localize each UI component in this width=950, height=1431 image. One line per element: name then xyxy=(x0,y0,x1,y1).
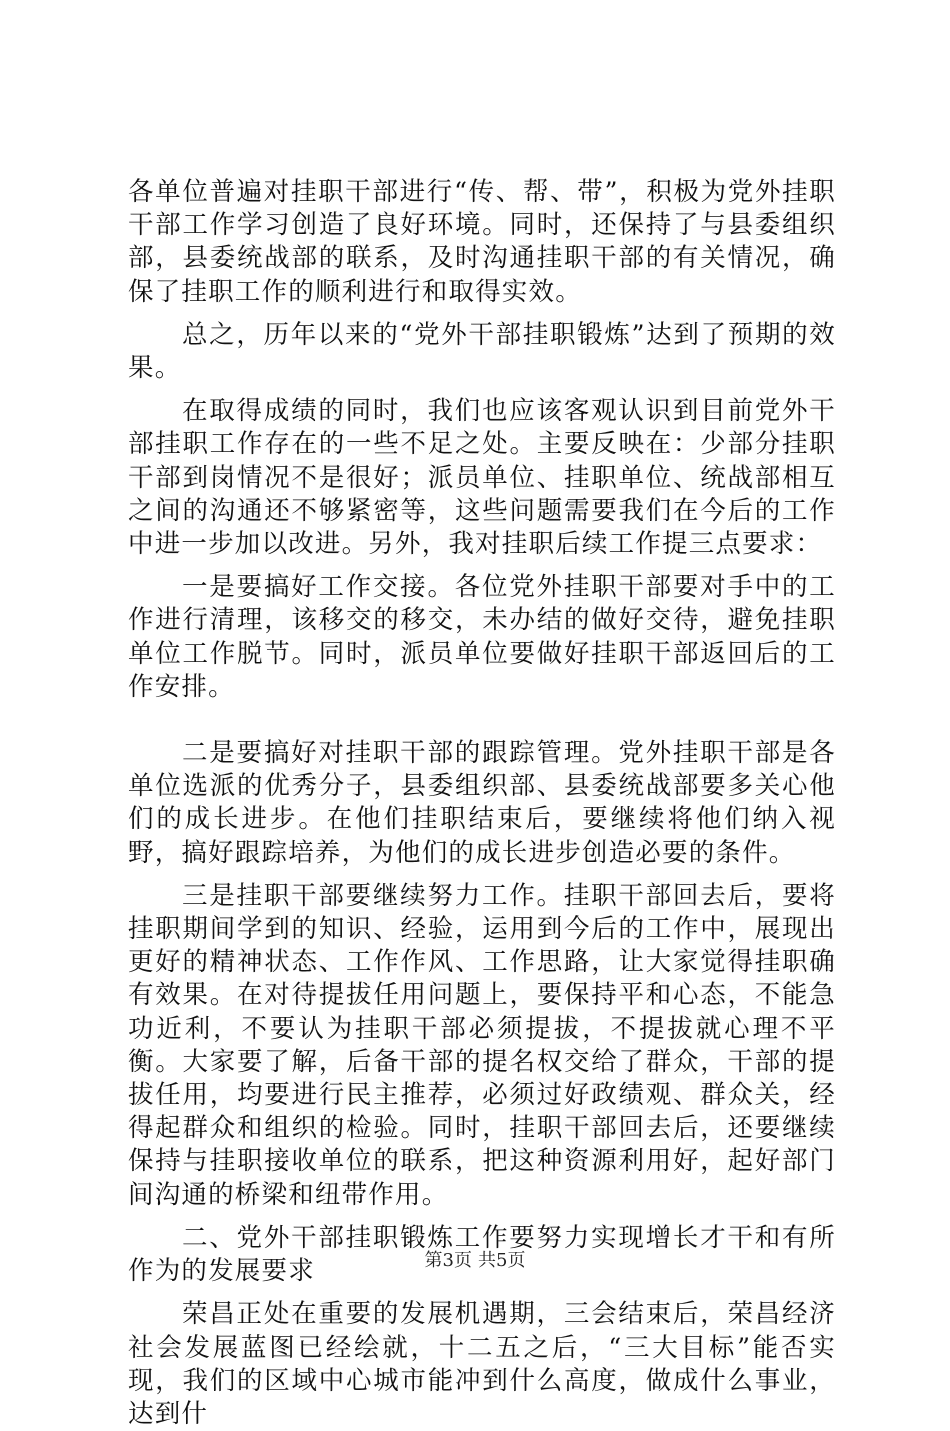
paragraph-summary: 总之，历年以来的“党外干部挂职锻炼”达到了预期的效果。 xyxy=(128,319,836,384)
paragraph-development: 荣昌正处在重要的发展机遇期，三会结束后，荣昌经济社会发展蓝图已经绘就，十二五之后，“三大目标”能否实现，我们的区域中心城市能冲到什么高度，做成什么事业，达到什 xyxy=(128,1299,836,1429)
paragraph-requirement-1: 一是要搞好工作交接。各位党外挂职干部要对手中的工作进行清理，该移交的移交，未办结的做好交待，避免挂职单位工作脱节。同时，派员单位要做好挂职干部返回后的工作安排。 xyxy=(128,572,836,702)
page-footer xyxy=(0,1249,950,1273)
paragraph-shortcomings: 在取得成绩的同时，我们也应该客观认识到目前党外干部挂职工作存在的一些不足之处。主要反映在：少部分挂职干部到岗情况不是很好；派员单位、挂职单位、统战部相互之间的沟通还不够紧密等，这些问题需要我们在今后的工作中进一步加以改进。另外，我对挂职后续工作提三点要求： xyxy=(128,396,836,560)
paragraph-continuation: 各单位普遍对挂职干部进行“传、帮、带”，积极为党外挂职干部工作学习创造了良好环境。同时，还保持了与县委组织部，县委统战部的联系，及时沟通挂职干部的有关情况，确保了挂职工作的顺利进行和取得实效。 xyxy=(128,177,836,307)
paragraph-requirement-3: 三是挂职干部要继续努力工作。挂职干部回去后，要将挂职期间学到的知识、经验，运用到今后的工作中，展现出更好的精神状态、工作作风、工作思路，让大家觉得挂职确有效果。在对待提拔任用问题上，要保持平和心态，不能急功近利，不要认为挂职干部必须提拔，不提拔就心理不平衡。大家要了解，后备干部的提名权交给了群众，干部的提拔任用，均要进行民主推荐，必须过好政绩观、群众关，经得起群众和组织的检验。同时，挂职干部回去后，还要继续保持与挂职接收单位的联系，把这种资源利用好，起好部门间沟通的桥梁和纽带作用。 xyxy=(128,880,836,1210)
section-heading-2: 二、党外干部挂职锻炼工作要努力实现增长才干和有所作为的发展要求 xyxy=(128,1222,836,1287)
document-body xyxy=(128,176,836,1431)
page-total: 共5页 xyxy=(478,1250,526,1271)
paragraph-requirement-2: 二是要搞好对挂职干部的跟踪管理。党外挂职干部是各单位选派的优秀分子，县委组织部、县委统战部要多关心他们的成长进步。在他们挂职结束后，要继续将他们纳入视野，搞好跟踪培养，为他们的成长进步创造必要的条件。 xyxy=(128,738,836,868)
page-number: 第3页 xyxy=(424,1250,472,1271)
